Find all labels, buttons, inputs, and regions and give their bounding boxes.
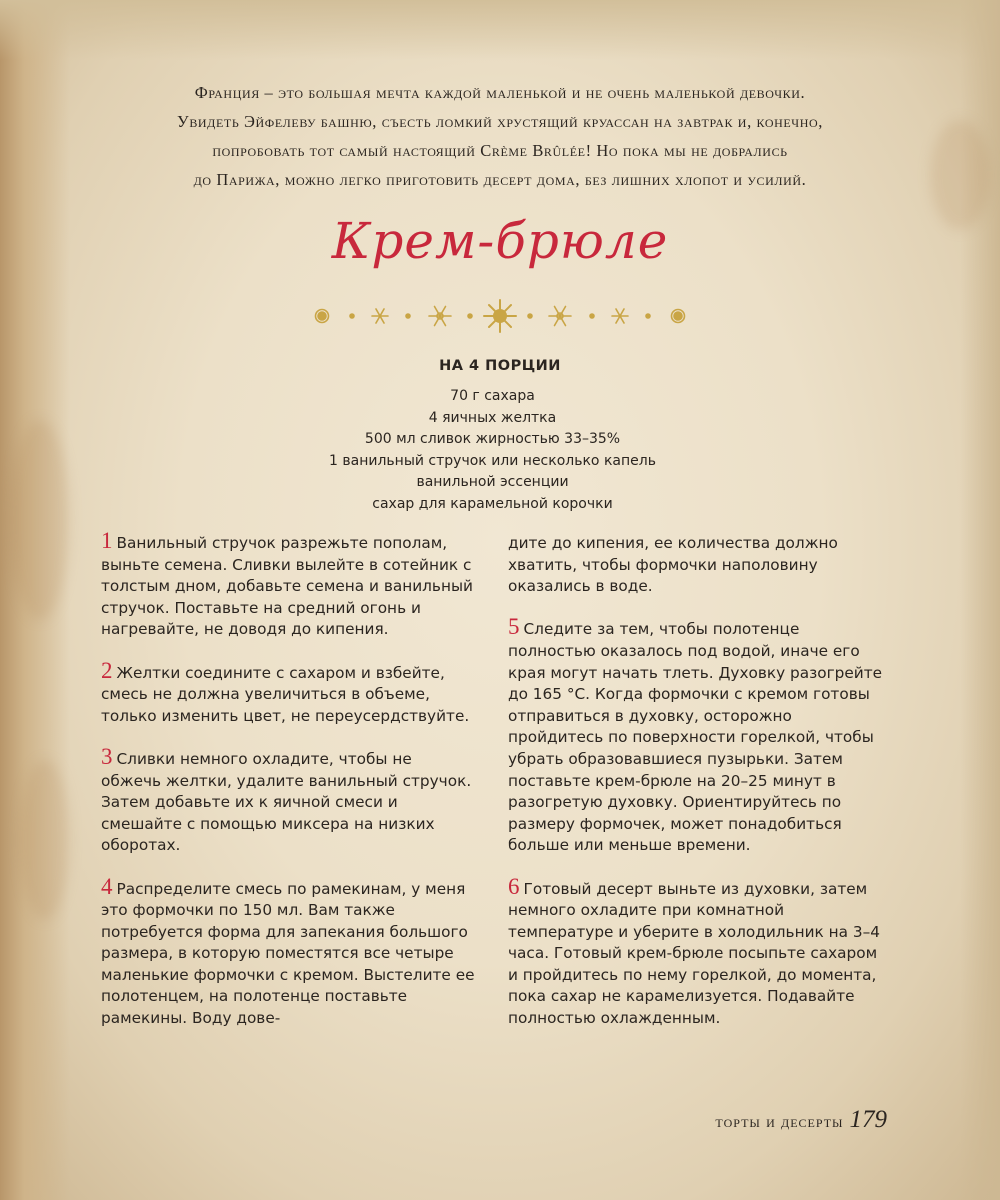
step-number: 1	[101, 528, 113, 553]
step-number: 5	[508, 614, 520, 640]
snowflake-icon	[429, 307, 451, 326]
step-continuation: дите до кипения, ее количества должно хватить, чтобы формочки наполовину оказались в воде.	[508, 534, 838, 596]
step-number: 3	[101, 743, 113, 769]
sun-snowflake-icon	[484, 300, 516, 332]
intro-line: Увидеть Эйфелеву башню, съесть ломкий хрустящий круассан на завтрак и, конечно,	[177, 112, 823, 131]
dot-icon	[350, 314, 354, 318]
step-text: Ванильный стручок разрежьте пополам, выньте семена. Сливки вылейте в сотейник с толстым дном, добавьте семена и ванильный стручок. Поставьте на средний огонь и нагревайте, не доводя до кипения.	[101, 534, 473, 639]
ingredient-item: 70 г сахара	[450, 388, 535, 404]
snowflake-icon	[612, 309, 628, 323]
small-ring-icon	[316, 310, 329, 323]
recipe-step	[101, 528, 476, 641]
step-number: 4	[101, 873, 113, 899]
recipe-step	[101, 743, 476, 857]
recipe-title: Крем-брюле	[331, 212, 669, 270]
ingredient-item: 4 яичных желтка	[428, 409, 557, 426]
recipe-step	[101, 657, 476, 728]
dot-icon	[468, 314, 472, 318]
ingredients-list	[0, 386, 985, 515]
dot-icon	[646, 314, 650, 318]
dot-icon	[528, 314, 532, 318]
step-text: Следите за тем, чтобы полотенце полностью оказалось под водой, иначе его края могут начать тлеть. Духовку разогрейте до 165 °С. Когда формочки с кремом готовы отправиться в духовку, осторожно пройдитесь по поверхности горелкой, чтобы убрать образовавшиеся пузырьки. Затем поставьте крем-брюле на 20–25 минут в разогретую духовку. Ориентируйтесь по размеру формочек, может понадобиться больше или меньше времени.	[508, 620, 883, 855]
dot-icon	[406, 314, 410, 318]
dot-icon	[590, 314, 594, 318]
recipe-step	[508, 873, 883, 1030]
intro-line: попробовать тот самый настоящий Crème Brûlée! Но пока мы не добрались	[212, 141, 788, 160]
ingredient-item: сахар для карамельной корочки	[372, 495, 613, 512]
ingredient-item: 1 ванильный стручок или несколько капель	[329, 452, 656, 469]
step-text: Распределите смесь по рамекинам, у меня это формочки по 150 мл. Вам также потребуется форма для запекания большого размера, в которую поместятся все четыре маленькие формочки с кремом. Выстелите ее полотенцем, на полотенце поставьте рамекины. Воду дове-	[101, 879, 475, 1028]
small-ring-icon	[672, 310, 685, 323]
snowflake-icon	[549, 307, 571, 326]
step-text: Готовый десерт выньте из духовки, затем немного охладите при комнатной температуре и уберите в холодильник на 3–4 часа. Готовый крем-брюле посыпьте сахаром и пройдитесь по нему горелкой, до момента, пока сахар не карамелизуется. Подавайте полностью охлажденным.	[508, 879, 880, 1028]
page-footer	[715, 1106, 887, 1134]
recipe-step	[101, 873, 476, 1030]
intro-paragraph	[110, 78, 890, 194]
worn-top-edge	[0, 0, 1000, 60]
step-text: Желтки соедините с сахаром и взбейте, смесь не должна увеличиться в объеме, только изменить цвет, не переусердствуйте.	[101, 663, 470, 725]
snowflake-icon	[372, 309, 388, 323]
ingredient-item: 500 мл сливок жирностью 33–35%	[364, 431, 621, 447]
steps-column-left	[101, 528, 476, 1051]
step-text: Сливки немного охладите, чтобы не обжечь желтки, удалите ванильный стручок. Затем добавьте их к яичной смеси и смешайте с помощью миксера на низких оборотах.	[101, 749, 472, 855]
step-number: 6	[508, 873, 520, 899]
steps-column-right	[508, 533, 883, 1051]
step-number: 2	[101, 657, 113, 683]
servings-heading: НА 4 ПОРЦИИ	[439, 358, 561, 374]
paper-stain	[20, 760, 70, 920]
intro-line: Франция – это большая мечта каждой маленькой и не очень маленькой девочки.	[194, 83, 806, 102]
ingredient-item: ванильной эссенции	[416, 474, 569, 490]
intro-line: до Парижа, можно легко приготовить десерт дома, без лишних хлопот и усилий.	[193, 170, 807, 189]
snowflake-ornament	[300, 296, 700, 336]
recipe-step	[508, 614, 883, 857]
page-number: 179	[849, 1106, 887, 1133]
section-name: торты и десерты	[715, 1112, 844, 1131]
